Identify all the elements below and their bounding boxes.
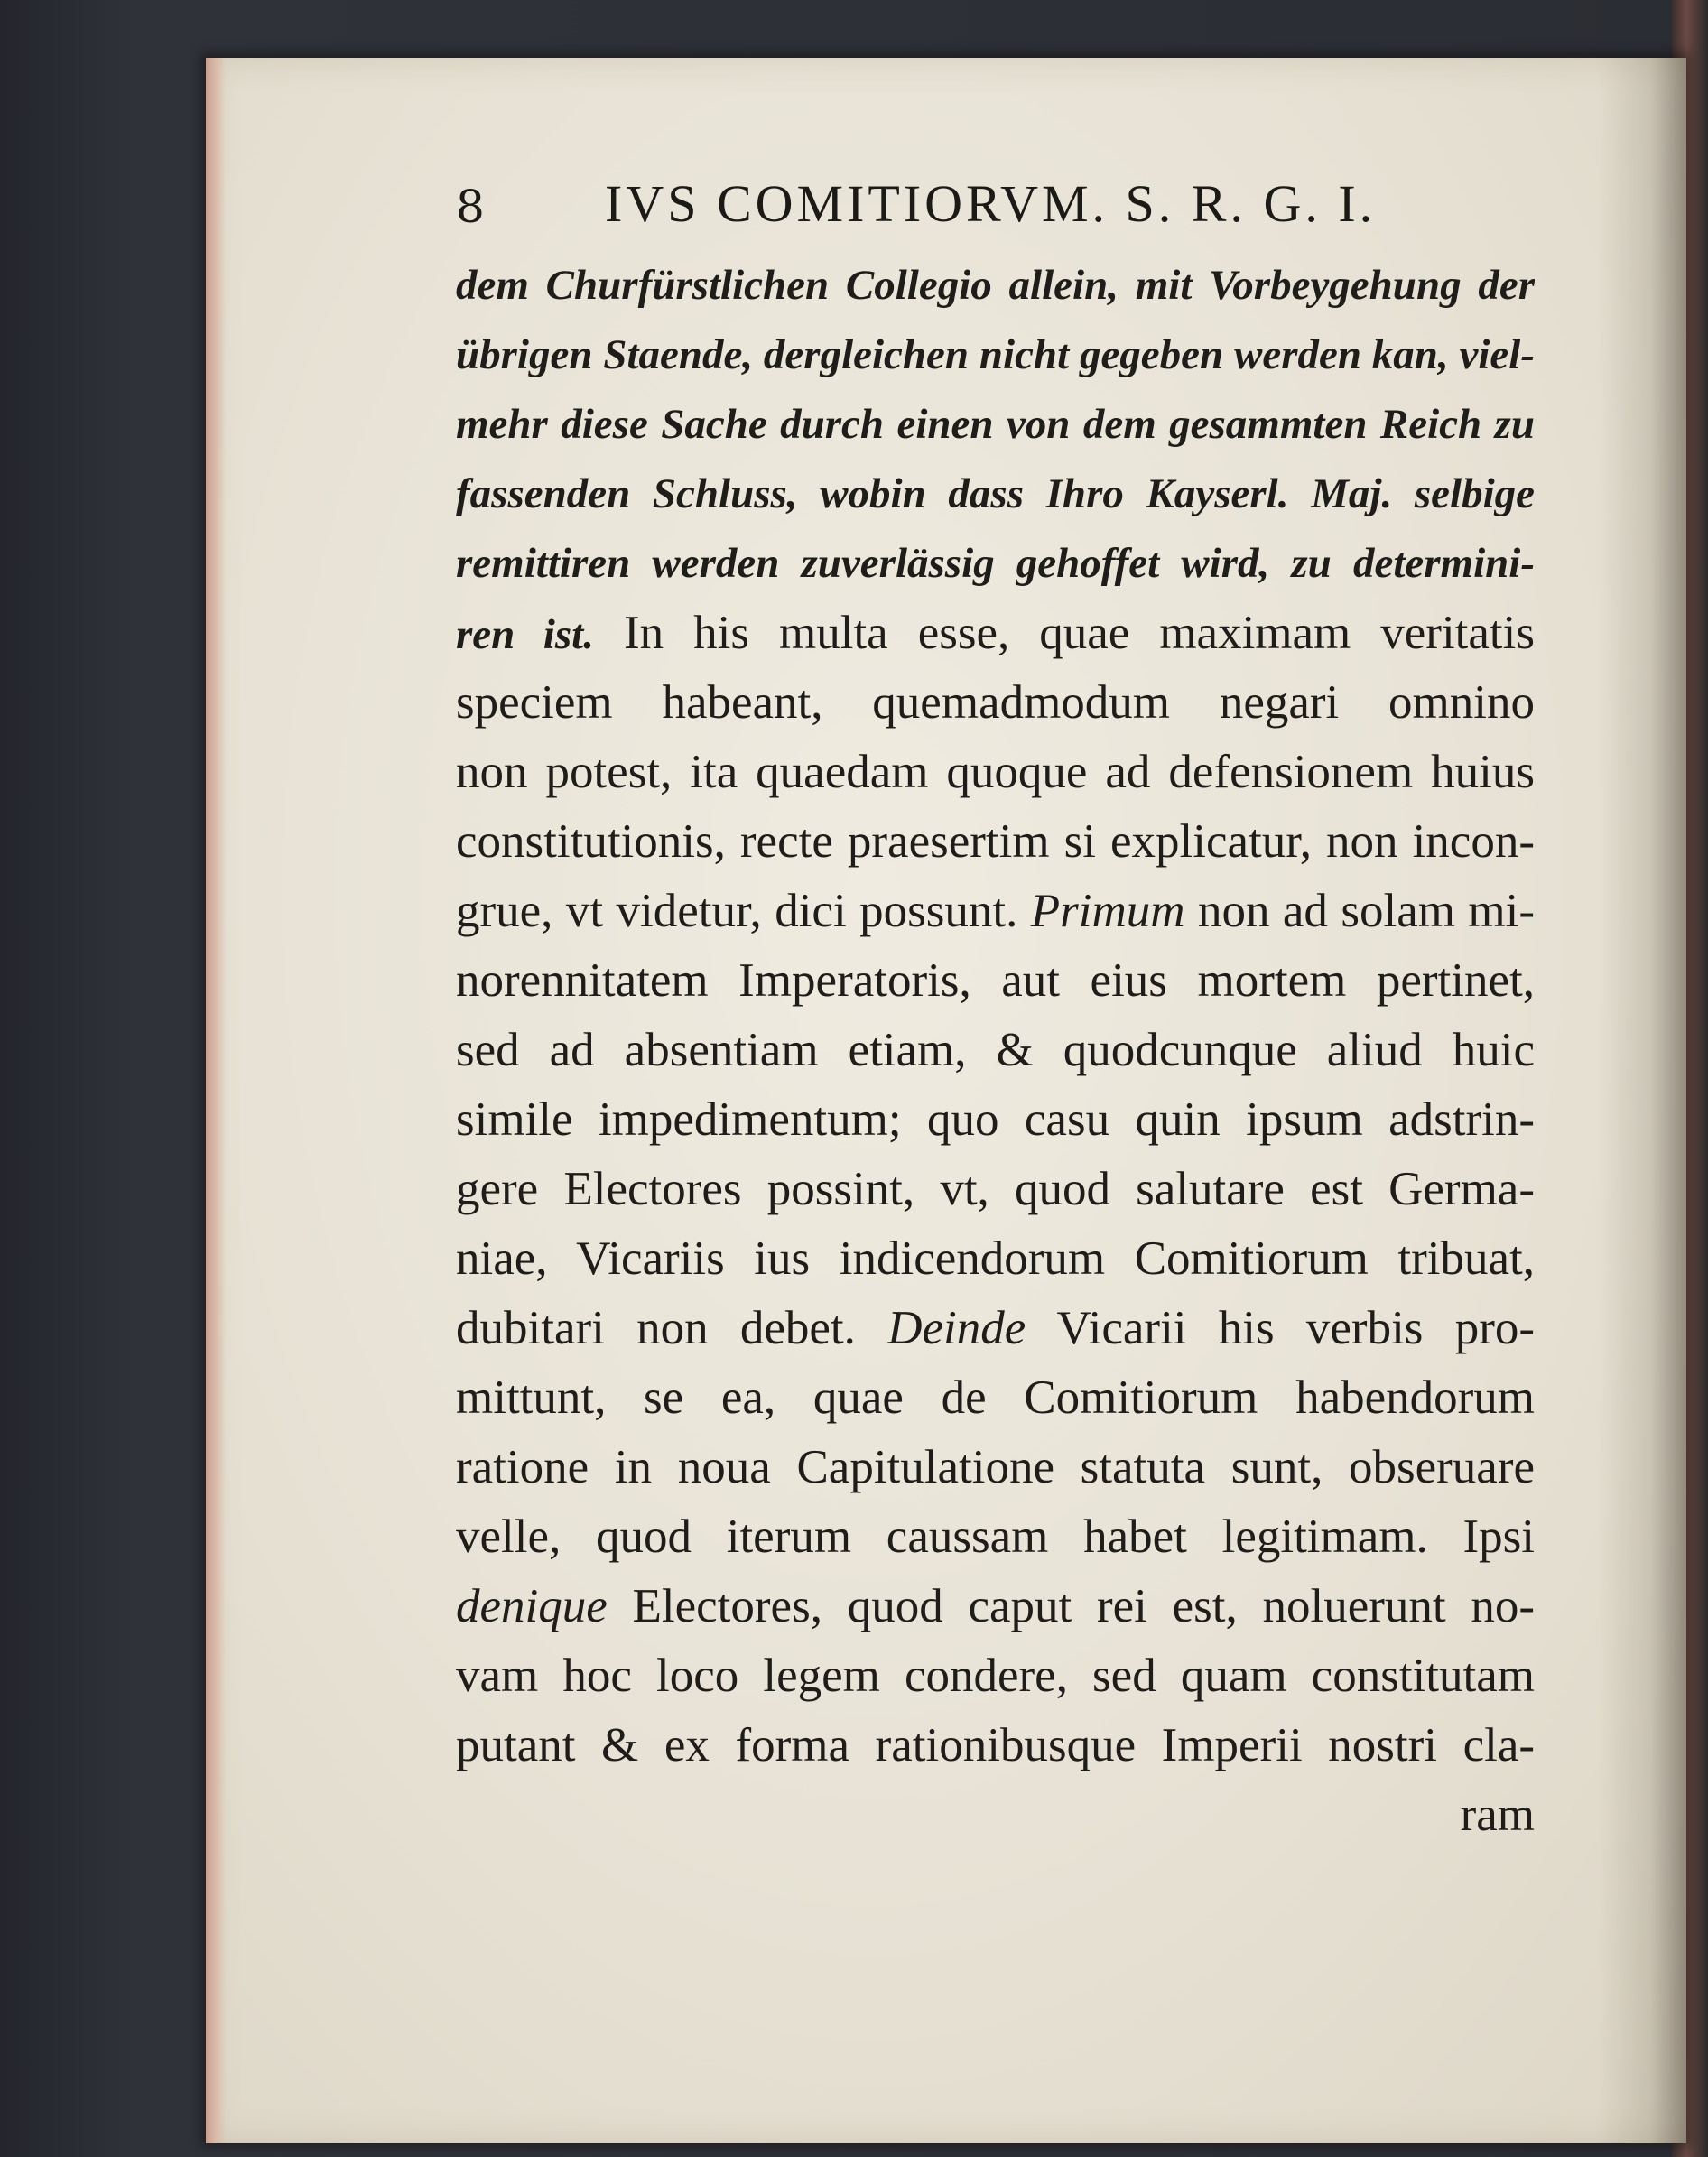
text-line: simile impedimentum; quo casu quin ipsum adstrin-	[456, 1093, 1535, 1146]
text-line	[456, 877, 1535, 946]
text-span: grue, vt videtur, dici possunt.	[456, 885, 1031, 937]
catchword: ram	[1460, 1789, 1535, 1841]
running-head: IVS COMITIORVM. S. R. G. I.	[605, 174, 1377, 233]
text-line: vam hoc loco legem condere, sed quam constitutam	[456, 1650, 1535, 1702]
text-line: constitutionis, recte praesertim si explicatur, non incon-	[456, 815, 1535, 868]
text-span: non ad solam mi-	[1184, 885, 1535, 937]
text-line: gere Electores possint, vt, quod salutare est Germa-	[456, 1163, 1535, 1215]
text-line: remittiren werden zuverlässig gehoffet wird, zu determini-	[456, 540, 1535, 587]
text-line	[456, 1294, 1535, 1363]
text-span-italic: denique	[456, 1580, 608, 1632]
page-edge-left	[206, 58, 226, 2143]
text-line: dem Churfürstlichen Collegio allein, mit Vorbeygehung der	[456, 262, 1535, 309]
gutter-shade	[1598, 58, 1686, 2143]
text-line: übrigen Staende, dergleichen nicht gegeben werden kan, viel-	[456, 331, 1535, 378]
text-span-italic: ren ist.	[456, 611, 594, 658]
text-line	[456, 1572, 1535, 1641]
body-text	[456, 251, 1535, 1850]
text-span: In his multa esse, quae maximam veritatis	[593, 607, 1535, 659]
text-line: sed ad absentiam etiam, & quodcunque aliud huic	[456, 1024, 1535, 1076]
text-span: Electores, quod caput rei est, noluerunt no-	[607, 1580, 1535, 1632]
text-line: mittunt, se ea, quae de Comitiorum habendorum	[456, 1371, 1535, 1424]
text-line: mehr diese Sache durch einen von dem gesammten Reich zu	[456, 401, 1535, 448]
text-span: dubitari non debet.	[456, 1302, 888, 1354]
page-number: 8	[456, 181, 485, 233]
text-line: fassenden Schluss, wobin dass Ihro Kayserl. Maj. selbige	[456, 470, 1535, 517]
text-line: velle, quod iterum caussam habet legitimam. Ipsi	[456, 1511, 1535, 1563]
text-line: niae, Vicariis ius indicendorum Comitiorum tribuat,	[456, 1232, 1535, 1285]
text-line: speciem habeant, quemadmodum negari omnino	[456, 676, 1535, 729]
text-line: ratione in noua Capitulatione statuta sunt, obseruare	[456, 1441, 1535, 1493]
text-line: putant & ex forma rationibusque Imperii nostri cla-	[456, 1719, 1535, 1771]
text-span: Vicarii his verbis pro-	[1026, 1302, 1535, 1354]
text-line: non potest, ita quaedam quoque ad defensionem huius	[456, 746, 1535, 798]
text-line: norennitatem Imperatoris, aut eius mortem pertinet,	[456, 954, 1535, 1007]
text-span-italic: Primum	[1030, 885, 1185, 937]
text-span-italic: Deinde	[887, 1302, 1026, 1354]
text-line	[456, 599, 1535, 668]
